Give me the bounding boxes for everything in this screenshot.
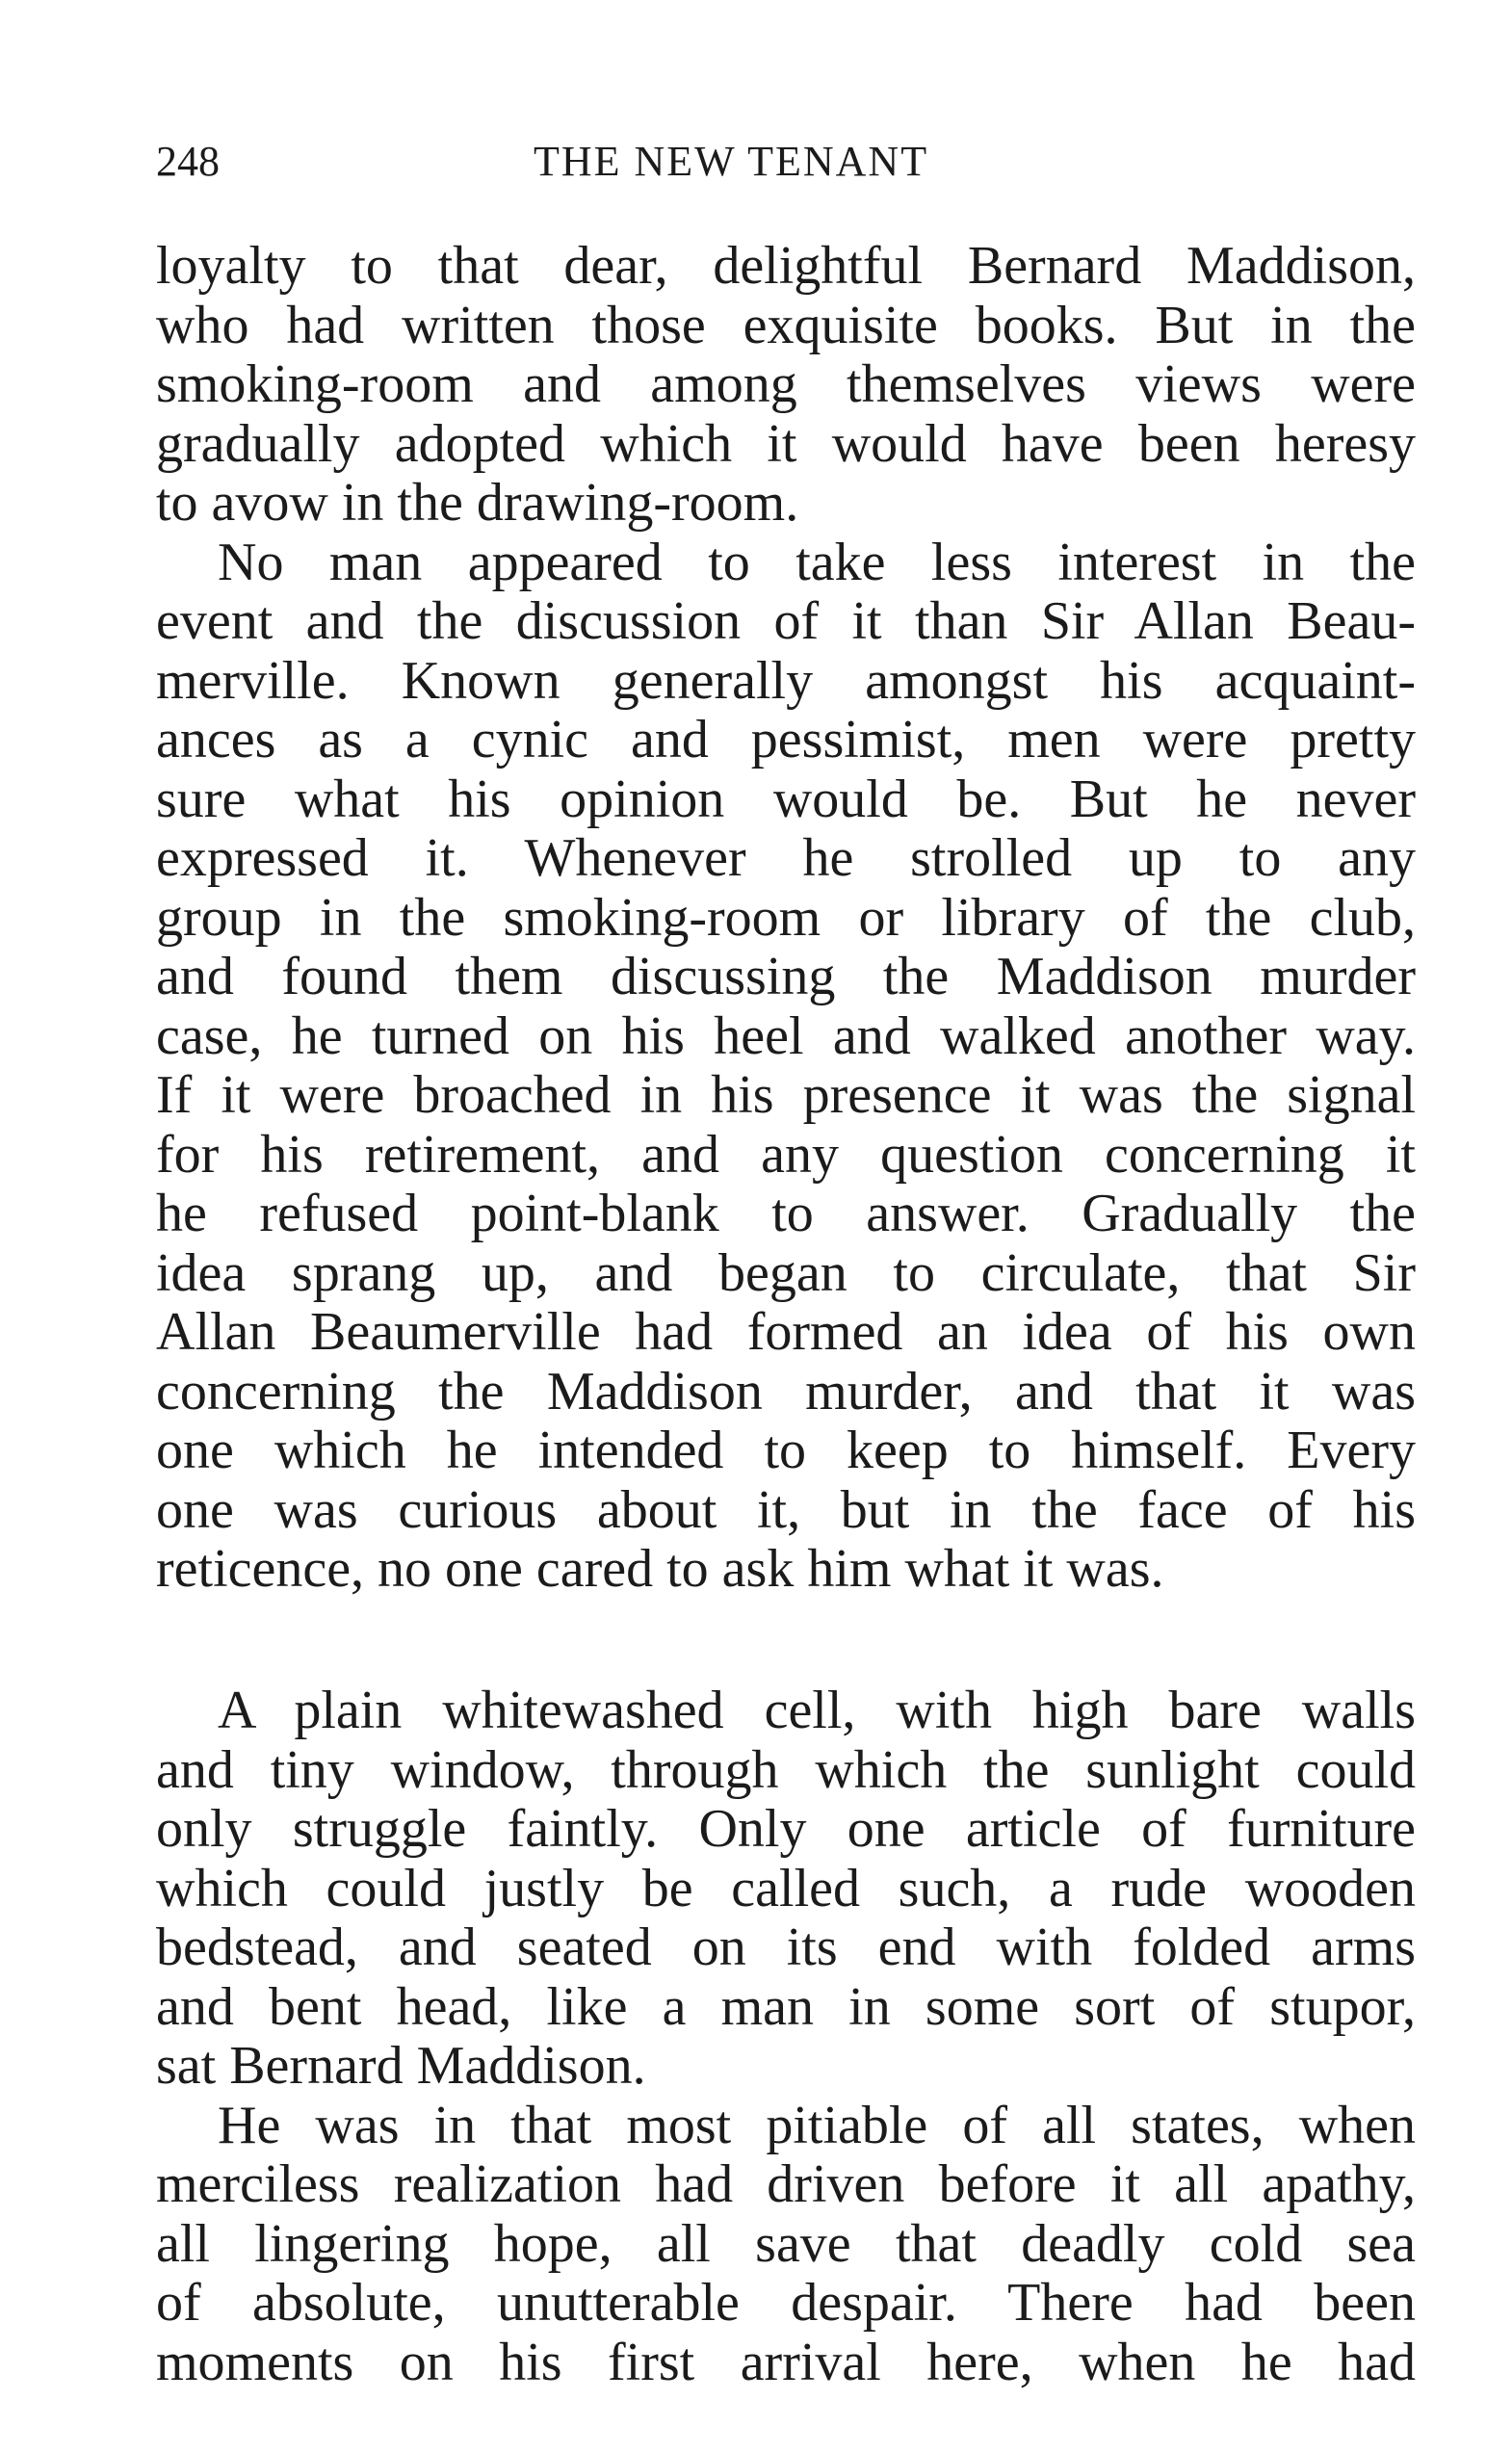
text-line: sat Bernard Maddison. [156,2036,646,2096]
text-line: and bent head, like a man in some sort of stupor, [156,1976,1416,2037]
text-line: for his retirement, and any question concerning it [156,1124,1416,1185]
text-line: event and the discussion of it than Sir Allan Beau- [156,591,1416,651]
text-line: sure what his opinion would be. But he never [156,769,1416,829]
text-line: one which he intended to keep to himself. Every [156,1421,1416,1480]
text-line: he refused point-blank to answer. Gradually the [156,1184,1416,1243]
text-line: If it were broached in his presence it was the signal [156,1065,1416,1125]
text-line: He was in that most pitiable of all states, when [218,2095,1416,2155]
text-line: to avow in the drawing-room. [156,473,799,533]
text-line: group in the smoking-room or library of the club, [156,887,1416,948]
text-line: smoking-room and among themselves views were [156,354,1416,414]
text-line: loyalty to that dear, delightful Bernard Maddison, [156,236,1416,296]
text-line: and tiny window, through which the sunlight could [156,1739,1416,1800]
page-number: 248 [156,138,220,185]
text-line: moments on his first arrival here, when he had [156,2332,1416,2392]
text-line: case, he turned on his heel and walked another way. [156,1005,1416,1066]
text-line: merciless realization had driven before it all apathy, [156,2154,1416,2214]
text-line: Allan Beaumerville had formed an idea of his own [156,1302,1416,1362]
text-line: bedstead, and seated on its end with folded arms [156,1917,1416,1977]
body-text-section-2 [156,1682,1416,2392]
text-line: ances as a cynic and pessimist, men were pretty [156,710,1416,770]
text-line: A plain whitewashed cell, with high bare walls [218,1681,1416,1740]
text-line: all lingering hope, all save that deadly cold sea [156,2213,1416,2274]
text-line: expressed it. Whenever he strolled up to any [156,828,1416,888]
text-line: reticence, no one cared to ask him what it was. [156,1539,1164,1599]
text-line: who had written those exquisite books. But in the [156,295,1416,355]
text-line: of absolute, unutterable despair. There had been [156,2273,1416,2333]
text-line: No man appeared to take less interest in the [218,532,1416,592]
body-text-section-1 [156,237,1416,1600]
text-line: one was curious about it, but in the face of his [156,1479,1416,1540]
page-header [156,133,1416,191]
text-line: merville. Known generally amongst his acquaint- [156,650,1416,711]
text-line: idea sprang up, and began to circulate, that Sir [156,1242,1416,1303]
text-line: which could justly be called such, a rude wooden [156,1858,1416,1918]
text-line: gradually adopted which it would have been heresy [156,413,1416,474]
text-line: and found them discussing the Maddison murder [156,947,1416,1006]
text-line: only struggle faintly. Only one article of furniture [156,1799,1416,1859]
text-line: concerning the Maddison murder, and that it was [156,1361,1416,1422]
running-head: THE NEW TENANT [534,138,929,185]
